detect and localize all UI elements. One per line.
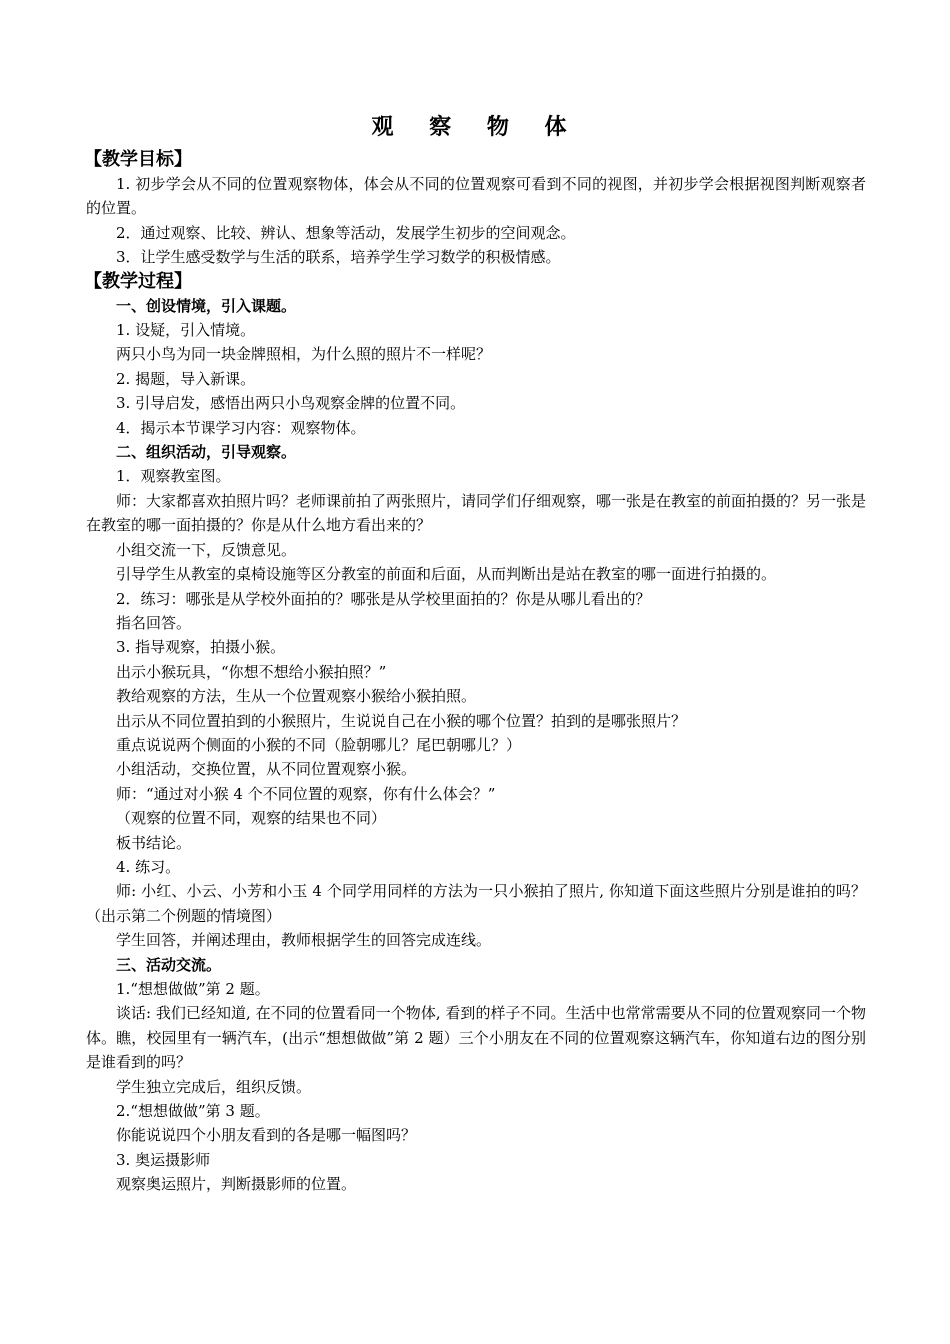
subsection-heading: 三、活动交流。: [116, 955, 222, 974]
process-line: 小组活动，交换位置，从不同位置观察小猴。: [116, 760, 417, 779]
section-heading-objectives: 【教学目标】: [84, 149, 192, 170]
subsection-heading: 二、组织活动，引导观察。: [116, 443, 297, 462]
process-line: 3. 奥运摄影师: [116, 1150, 211, 1169]
process-line: 指名回答。: [116, 613, 192, 632]
process-line: 2．练习：哪张是从学校外面拍的？哪张是从学校里面拍的？你是从哪儿看出的？: [116, 589, 651, 608]
process-line: 小组交流一下，反馈意见。: [116, 540, 297, 559]
subsection-heading: 一、创设情境，引入课题。: [116, 296, 297, 315]
process-line: 师：“通过对小猴 4 个不同位置的观察，你有什么体会？”: [116, 784, 496, 803]
process-line: 2.“想想做做”第 3 题。: [116, 1102, 270, 1121]
process-line: 引导学生从教室的桌椅设施等区分教室的前面和后面，从而判断出是站在教室的哪一面进行拍摄的。: [116, 565, 777, 584]
process-line: 4. 练习。: [116, 857, 181, 876]
process-line: 3. 指导观察，拍摄小猴。: [116, 638, 286, 657]
objective-item: 1. 初步学会从不同的位置观察物体，体会从不同的位置观察可看到不同的视图，并初步学会根据视图判断观察者的位置。: [86, 175, 866, 218]
process-line: 重点说说两个侧面的小猴的不同（脸朝哪儿？尾巴朝哪儿？）: [116, 735, 522, 754]
process-line: （观察的位置不同，观察的结果也不同）: [116, 809, 387, 828]
objective-item: 2．通过观察、比较、辨认、想象等活动，发展学生初步的空间观念。: [116, 223, 576, 242]
process-line: 你能说说四个小朋友看到的各是哪一幅图吗？: [116, 1126, 417, 1145]
process-line: 4．揭示本节课学习内容：观察物体。: [116, 418, 366, 437]
process-line: 教给观察的方法，生从一个位置观察小猴给小猴拍照。: [116, 687, 477, 706]
document-page: [86, 108, 866, 1197]
document-title: 观 察 物 体: [371, 115, 581, 140]
process-line: 观察奥运照片，判断摄影师的位置。: [116, 1175, 357, 1194]
process-line: 2. 揭题，导入新课。: [116, 369, 256, 388]
process-line: 1．观察教室图。: [116, 467, 231, 486]
process-line: 出示从不同位置拍到的小猴照片，生说说自己在小猴的哪个位置？拍到的是哪张照片？: [116, 711, 687, 730]
process-line: 师：大家都喜欢拍照片吗？老师课前拍了两张照片，请同学们仔细观察，哪一张是在教室的前面拍摄的？另一张是在教室的哪一面拍摄的？你是从什么地方看出来的？: [86, 491, 867, 535]
process-line: 学生独立完成后，组织反馈。: [116, 1077, 312, 1096]
process-line: 学生回答，并阐述理由，教师根据学生的回答完成连线。: [116, 931, 492, 950]
process-line: 1.“想想做做”第 2 题。: [116, 980, 270, 998]
process-line: 谈话: 我们已经知道, 在不同的位置看同一个物体, 看到的样子不同。生活中也常常需要从不同的位置观察同一个物体。瞧，校园里有一辆汽车，(出示“想想做做”第 2 题）三个小朋友在不同的位置观察这辆汽车，你知道右边的图分别是谁看到的吗？: [86, 1004, 866, 1072]
objective-item: 3．让学生感受数学与生活的联系，培养学生学习数学的积极情感。: [116, 248, 561, 267]
process-line: 板书结论。: [116, 833, 192, 852]
process-line: 出示小猴玩具，“你想不想给小猴拍照？”: [116, 662, 387, 681]
process-line: 师: 小红、小云、小芳和小玉 4 个同学用同样的方法为一只小猴拍了照片, 你知道下面这些照片分别是谁拍的吗？（出示第二个例题的情境图）: [86, 882, 866, 925]
section-heading-process: 【教学过程】: [84, 270, 192, 292]
process-line: 3. 引导启发，感悟出两只小鸟观察金牌的位置不同。: [116, 394, 466, 413]
process-line: 两只小鸟为同一块金牌照相，为什么照的照片不一样呢？: [116, 345, 492, 364]
process-line: 1. 设疑，引入情境。: [116, 321, 256, 340]
